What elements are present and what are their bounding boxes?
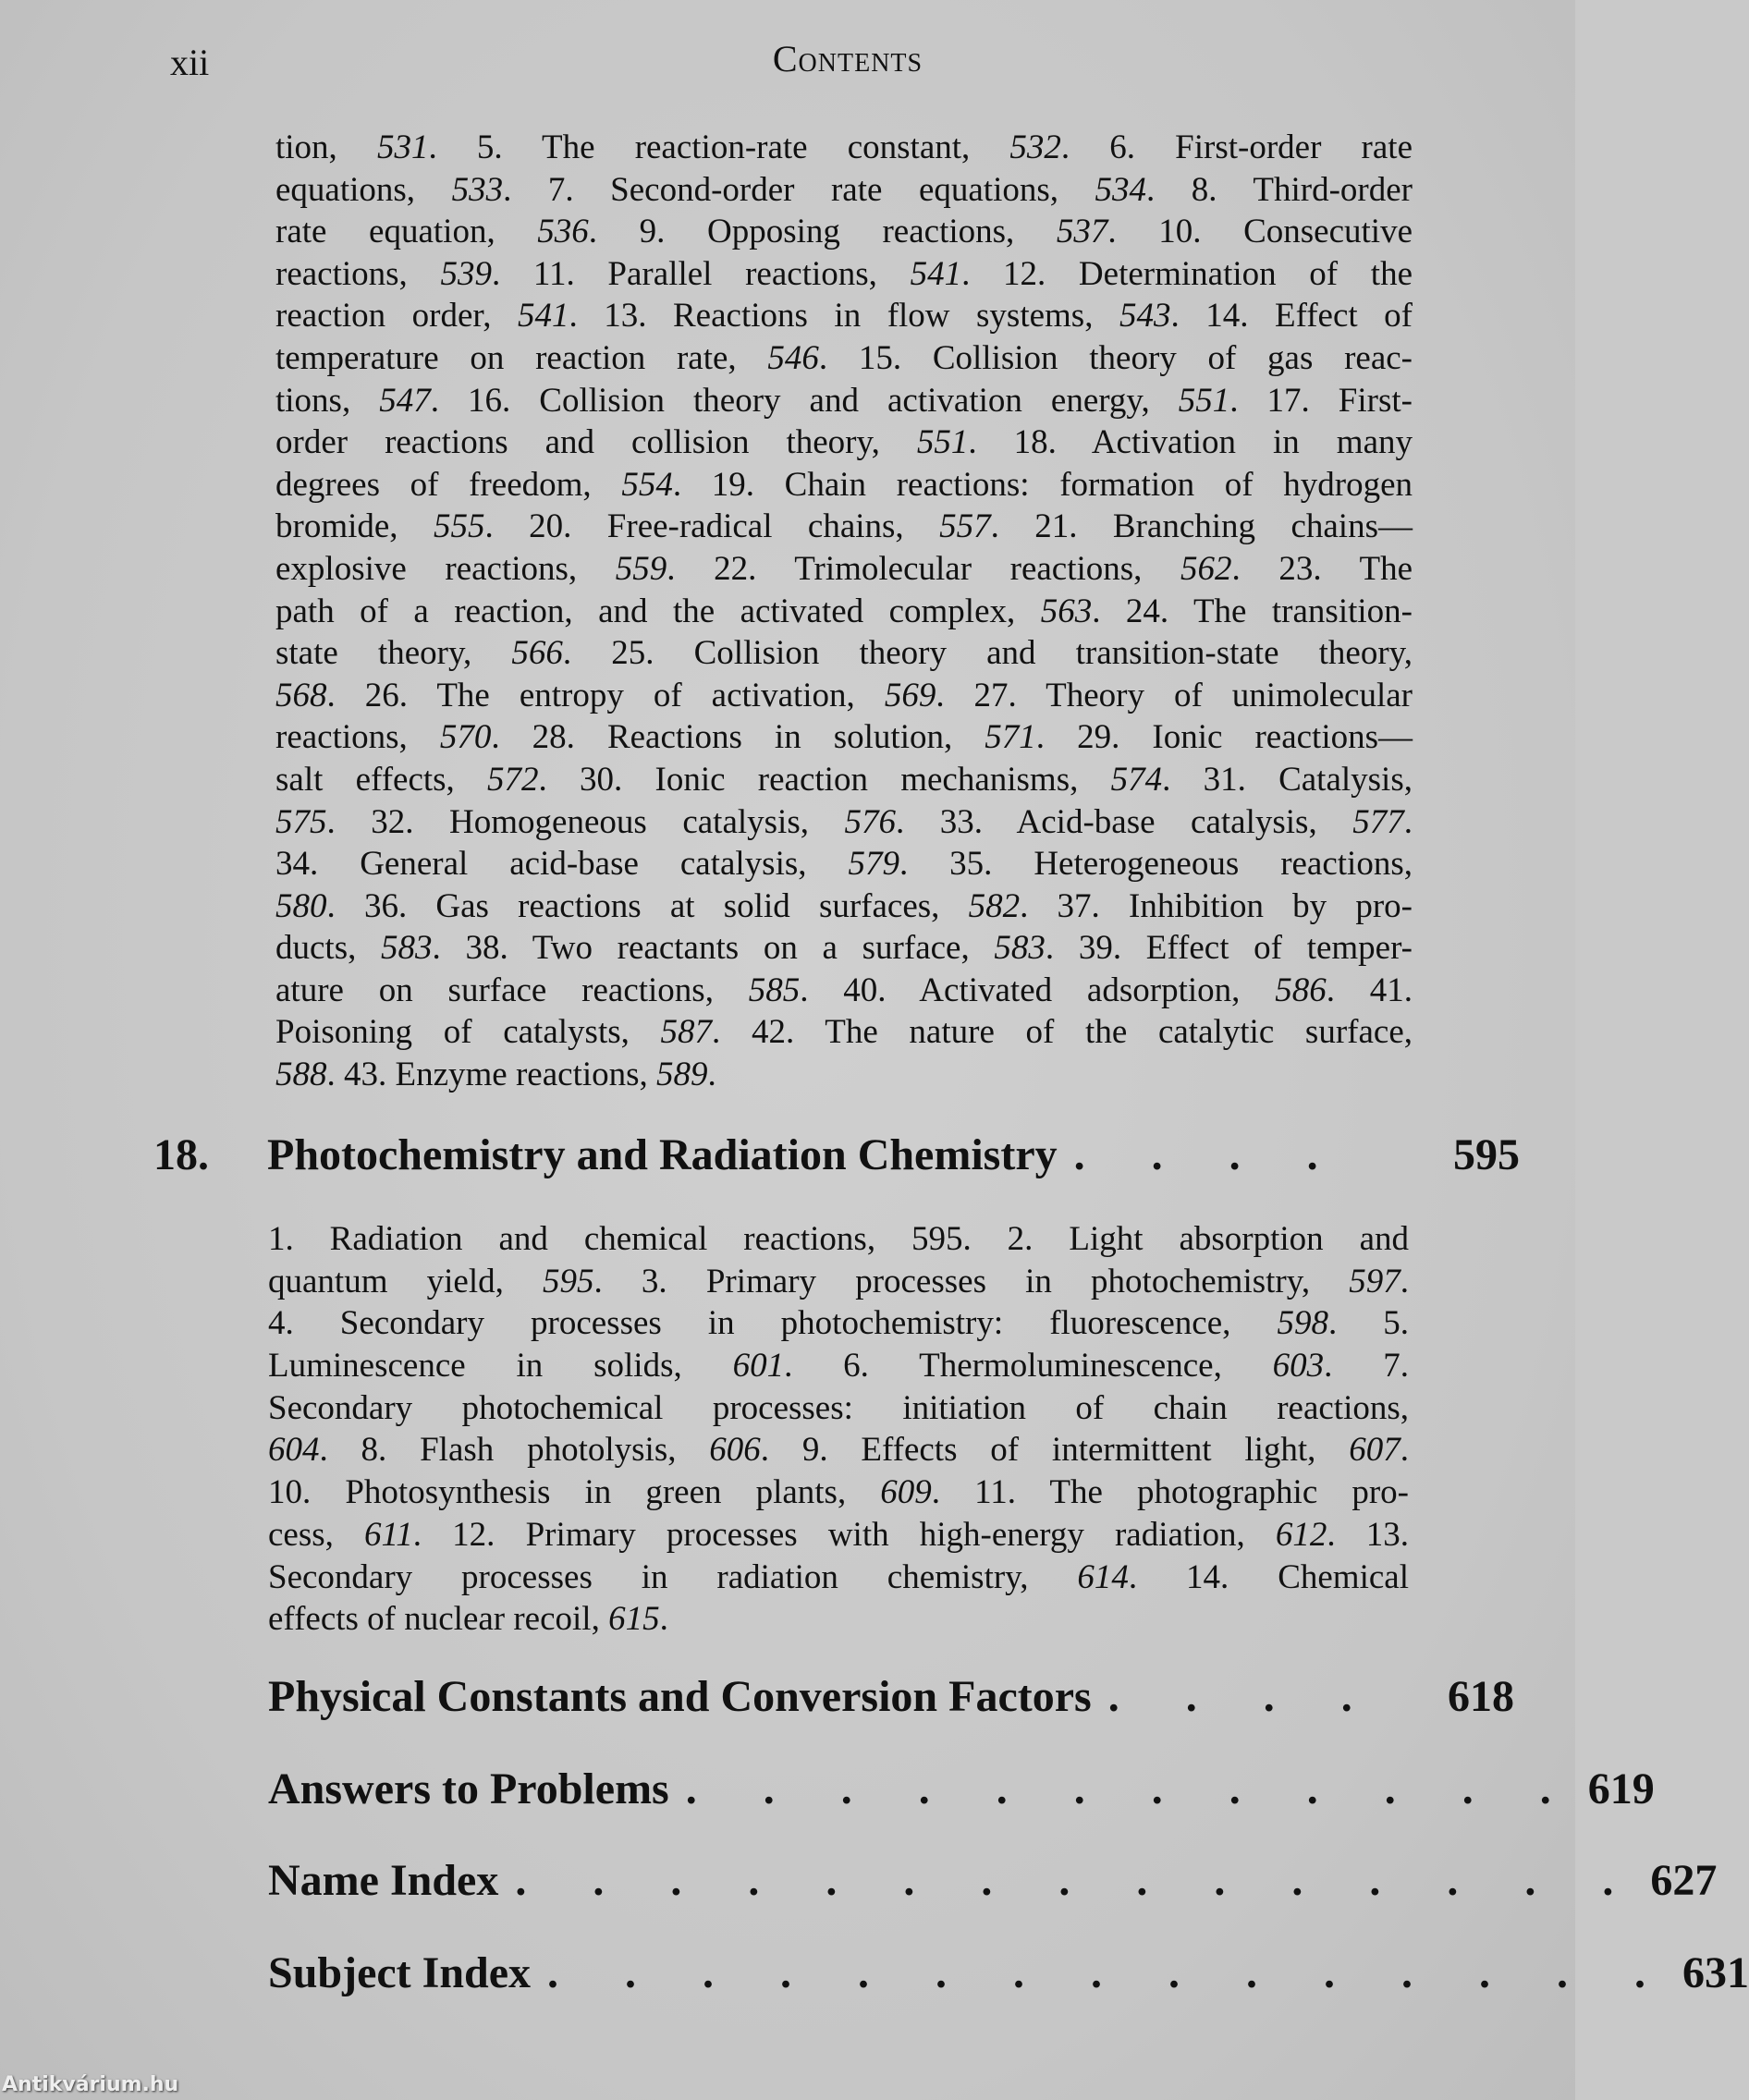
page-reference: 586 bbox=[1275, 971, 1327, 1009]
toc-text-line: equations, 533. 7. Second-order rate equations, 534. 8. Third-order bbox=[275, 170, 1413, 209]
page-reference: 551 bbox=[1178, 381, 1230, 420]
chapter-18-sections bbox=[268, 1218, 1409, 1641]
page-reference: 568 bbox=[275, 676, 327, 714]
toc-text-line: explosive reactions, 559. 22. Trimolecular reactions, 562. 23. The bbox=[275, 549, 1413, 588]
toc-text-line: 10. Photosynthesis in green plants, 609. 11. The photographic pro- bbox=[268, 1473, 1409, 1512]
entry-title: Answers to Problems bbox=[268, 1764, 669, 1813]
page-reference: 536 bbox=[537, 213, 589, 251]
chapter-number: 18. bbox=[153, 1130, 209, 1179]
toc-text-line: reactions, 570. 28. Reactions in solution, 571. 29. Ionic reactions— bbox=[275, 718, 1413, 757]
page-reference: 531 bbox=[376, 128, 429, 166]
toc-text-line: Poisoning of catalysts, 587. 42. The nature of the catalytic surface, bbox=[275, 1013, 1413, 1052]
toc-text-line: ature on surface reactions, 585. 40. Activated adsorption, 586. 41. bbox=[275, 971, 1413, 1009]
toc-text-line: 588. 43. Enzyme reactions, 589. bbox=[275, 1056, 716, 1094]
dot-leader: . . . . . . . . . . . . bbox=[685, 1764, 1579, 1813]
page-reference: 582 bbox=[968, 886, 1021, 925]
toc-text-line: 575. 32. Homogeneous catalysis, 576. 33. Acid-base catalysis, 577. bbox=[275, 802, 1413, 841]
toc-text-line: salt effects, 572. 30. Ionic reaction mechanisms, 574. 31. Catalysis, bbox=[275, 760, 1413, 799]
toc-text-line: tions, 547. 16. Collision theory and activation energy, 551. 17. First- bbox=[275, 381, 1413, 420]
toc-text-line: 604. 8. Flash photolysis, 606. 9. Effects of intermittent light, 607. bbox=[268, 1431, 1409, 1470]
page-reference: 611 bbox=[364, 1515, 413, 1554]
page-reference: 574 bbox=[1110, 760, 1163, 799]
page-number: xii bbox=[170, 42, 210, 83]
dot-leader: . . . . . . . . . . . . . . . bbox=[515, 1856, 1642, 1905]
page-reference: 585 bbox=[748, 971, 801, 1009]
toc-text-line: Secondary photochemical processes: initiation of chain reactions, bbox=[268, 1388, 1409, 1427]
entry-page: 618 bbox=[1448, 1672, 1514, 1721]
entry-title: Subject Index bbox=[268, 1948, 532, 1997]
page-reference: 554 bbox=[621, 465, 673, 504]
page-reference: 575 bbox=[275, 802, 327, 841]
page-reference: 537 bbox=[1056, 213, 1108, 251]
toc-entry-name-index bbox=[268, 1855, 1718, 1906]
entry-page: 631 bbox=[1682, 1948, 1749, 1997]
page-reference: 534 bbox=[1095, 170, 1147, 209]
toc-text-line: effects of nuclear recoil, 615. bbox=[268, 1600, 668, 1639]
entry-title: Name Index bbox=[268, 1856, 499, 1905]
entry-page: 627 bbox=[1650, 1856, 1718, 1905]
toc-text-line: degrees of freedom, 554. 19. Chain reactions: formation of hydrogen bbox=[275, 465, 1413, 504]
chapter-page: 595 bbox=[1453, 1130, 1520, 1179]
page-reference: 541 bbox=[518, 297, 569, 336]
dot-leader: . . . . . . . . . . . . . . . bbox=[547, 1948, 1674, 1997]
dot-leader: . . . . bbox=[1073, 1130, 1346, 1179]
toc-text-line: bromide, 555. 20. Free-radical chains, 557. 21. Branching chains— bbox=[275, 507, 1413, 546]
page-reference: 606 bbox=[709, 1431, 761, 1470]
chapter-title: Photochemistry and Radiation Chemistry bbox=[267, 1130, 1058, 1179]
toc-text-line: ducts, 583. 38. Two reactants on a surface, 583. 39. Effect of temper- bbox=[275, 929, 1413, 968]
page-reference: 562 bbox=[1180, 549, 1232, 588]
page-reference: 614 bbox=[1077, 1557, 1129, 1596]
page-reference: 543 bbox=[1119, 297, 1171, 336]
page-reference: 615 bbox=[608, 1600, 660, 1639]
page-reference: 607 bbox=[1349, 1431, 1400, 1470]
page-reference: 597 bbox=[1349, 1262, 1400, 1300]
page-reference: 601 bbox=[732, 1347, 785, 1386]
running-head: Contents bbox=[772, 38, 923, 79]
toc-text-line: tion, 531. 5. The reaction-rate constant, 532. 6. First-order rate bbox=[275, 128, 1413, 166]
page-reference: 563 bbox=[1040, 592, 1093, 630]
page-reference: 588 bbox=[275, 1056, 327, 1094]
toc-text-line: 568. 26. The entropy of activation, 569. 27. Theory of unimolecular bbox=[275, 676, 1413, 714]
entry-page: 619 bbox=[1587, 1764, 1655, 1813]
page-reference: 533 bbox=[451, 170, 504, 209]
toc-text-line: state theory, 566. 25. Collision theory and transition-state theory, bbox=[275, 634, 1413, 673]
page-reference: 576 bbox=[844, 802, 897, 841]
page-reference: 604 bbox=[268, 1431, 320, 1470]
toc-text-line: reactions, 539. 11. Parallel reactions, 541. 12. Determination of the bbox=[275, 254, 1413, 293]
page-reference: 569 bbox=[884, 676, 936, 714]
page-reference: 557 bbox=[939, 507, 991, 546]
page-reference: 559 bbox=[615, 549, 667, 588]
page-reference: 583 bbox=[381, 929, 433, 968]
page-reference: 577 bbox=[1352, 802, 1404, 841]
page-reference: 589 bbox=[656, 1056, 708, 1094]
page-reference: 580 bbox=[275, 886, 327, 925]
page-reference: 595 bbox=[543, 1262, 594, 1300]
page-reference: 579 bbox=[848, 845, 899, 884]
toc-text-line: cess, 611. 12. Primary processes with high-energy radiation, 612. 13. bbox=[268, 1515, 1409, 1554]
page-reference: 609 bbox=[880, 1473, 932, 1512]
toc-text-line: quantum yield, 595. 3. Primary processes in photochemistry, 597. bbox=[268, 1262, 1409, 1300]
toc-text-line: Secondary processes in radiation chemistry, 614. 14. Chemical bbox=[268, 1557, 1409, 1596]
toc-text-line: rate equation, 536. 9. Opposing reactions, 537. 10. Consecutive bbox=[275, 213, 1413, 251]
chapter-18-heading bbox=[153, 1129, 1520, 1180]
toc-text-line: Luminescence in solids, 601. 6. Thermoluminescence, 603. 7. bbox=[268, 1347, 1409, 1386]
dot-leader: . . . . bbox=[1107, 1672, 1380, 1721]
page-reference: 539 bbox=[440, 254, 492, 293]
chapter-17-sections bbox=[275, 127, 1413, 1096]
toc-entry-subject-index bbox=[268, 1947, 1749, 1998]
page-reference: 598 bbox=[1277, 1304, 1328, 1343]
toc-entry-physical-constants bbox=[268, 1671, 1514, 1722]
page-reference: 532 bbox=[1009, 128, 1061, 166]
toc-text-line: order reactions and collision theory, 551. 18. Activation in many bbox=[275, 423, 1413, 462]
toc-text-line: 580. 36. Gas reactions at solid surfaces, 582. 37. Inhibition by pro- bbox=[275, 886, 1413, 925]
page-reference: 566 bbox=[511, 634, 563, 673]
page-reference: 555 bbox=[433, 507, 485, 546]
toc-text-line: path of a reaction, and the activated complex, 563. 24. The transition- bbox=[275, 592, 1413, 630]
page-reference: 603 bbox=[1272, 1347, 1325, 1386]
page-reference: 587 bbox=[660, 1013, 713, 1052]
entry-title: Physical Constants and Conversion Factors bbox=[268, 1672, 1092, 1721]
toc-text-line: 34. General acid-base catalysis, 579. 35. Heterogeneous reactions, bbox=[275, 845, 1413, 884]
page-reference: 541 bbox=[910, 254, 962, 293]
page-reference: 570 bbox=[439, 718, 492, 757]
page-reference: 547 bbox=[379, 381, 431, 420]
page-reference: 583 bbox=[994, 929, 1046, 968]
page-reference: 551 bbox=[916, 423, 969, 462]
page-reference: 546 bbox=[767, 338, 819, 377]
page-reference: 572 bbox=[487, 760, 539, 799]
toc-text-line: reaction order, 541. 13. Reactions in flow systems, 543. 14. Effect of bbox=[275, 297, 1413, 336]
toc-text-line: 1. Radiation and chemical reactions, 595. 2. Light absorption and bbox=[268, 1220, 1409, 1258]
toc-text-line: 4. Secondary processes in photochemistry: fluorescence, 598. 5. bbox=[268, 1304, 1409, 1343]
toc-text-line: temperature on reaction rate, 546. 15. Collision theory of gas reac- bbox=[275, 338, 1413, 377]
page-reference: 571 bbox=[985, 718, 1036, 757]
page-reference: 612 bbox=[1275, 1515, 1327, 1554]
watermark: Antikvárium.hu bbox=[2, 2073, 179, 2096]
toc-entry-answers bbox=[268, 1764, 1655, 1814]
